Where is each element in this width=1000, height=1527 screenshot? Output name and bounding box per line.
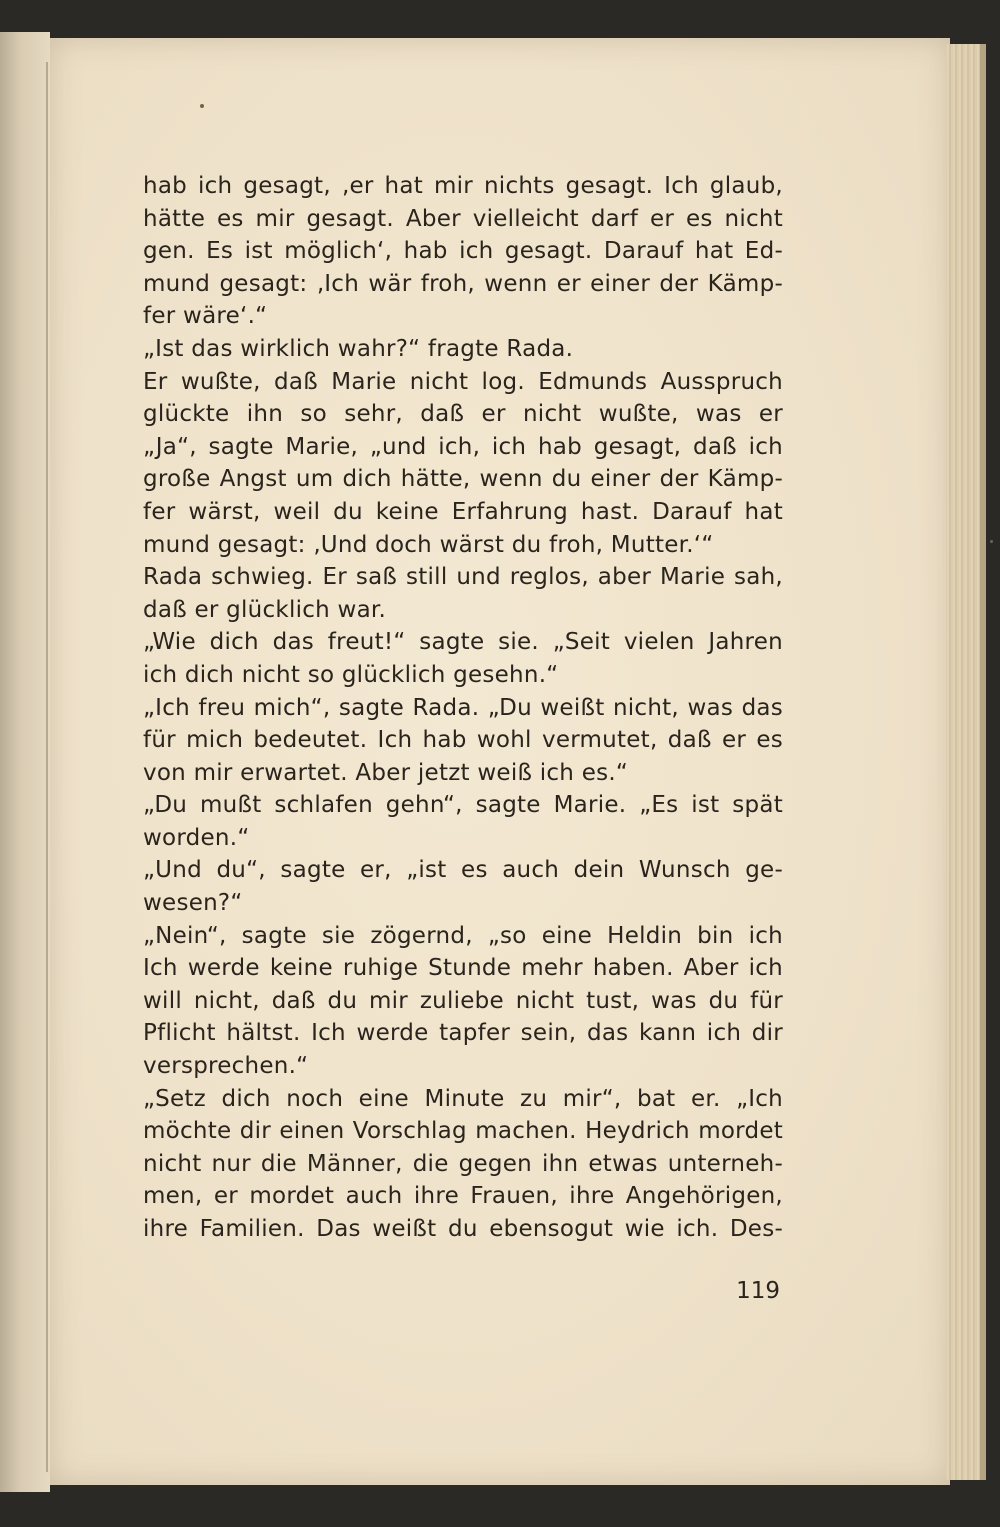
text-line: wesen?“ [143, 890, 243, 917]
text-line: „Setz dich noch eine Minute zu mir“, bat er. „Ich [143, 1085, 783, 1112]
text-line: gen. Es ist möglich‘, hab ich gesagt. Darauf hat Ed- [143, 238, 783, 265]
text-line: Pflicht hältst. Ich werde tapfer sein, das kann ich dir [143, 1020, 783, 1047]
paper-speck [990, 540, 993, 543]
text-line: Ich werde keine ruhige Stunde mehr haben. Aber ich [143, 955, 783, 982]
text-line: nicht nur die Männer, die gegen ihn etwas unterneh- [143, 1150, 783, 1177]
page-stack-edge [946, 44, 980, 1480]
text-line: will nicht, daß du mir zuliebe nicht tust, was du für [143, 987, 783, 1014]
text-line: große Angst um dich hätte, wenn du einer der Kämp- [143, 466, 783, 493]
text-line: „Ich freu mich“, sagte Rada. „Du weißt nicht, was das [143, 694, 783, 721]
page-body-text [143, 170, 783, 1246]
text-line: von mir erwartet. Aber jetzt weiß ich es.“ [143, 759, 629, 786]
paper-speck [200, 104, 204, 108]
text-line: mund gesagt: ‚Ich wär froh, wenn er einer der Kämp- [143, 270, 783, 297]
book-spine-edge [0, 32, 50, 1492]
text-line: versprechen.“ [143, 1053, 309, 1080]
text-line: worden.“ [143, 824, 250, 851]
text-line: hätte es mir gesagt. Aber vielleicht darf er es nicht [143, 205, 783, 232]
page-number: 119 [736, 1278, 780, 1304]
text-line: men, er mordet auch ihre Frauen, ihre Angehörigen, [143, 1183, 783, 1210]
text-line: Rada schwieg. Er saß still und reglos, aber Marie sah, [143, 564, 783, 591]
text-line: möchte dir einen Vorschlag machen. Heydrich mordet [143, 1118, 783, 1145]
text-line: Er wußte, daß Marie nicht log. Edmunds Ausspruch [143, 368, 783, 395]
text-line: „Wie dich das freut!“ sagte sie. „Seit vielen Jahren [143, 629, 783, 656]
text-line: daß er glücklich war. [143, 596, 387, 623]
text-line: mund gesagt: ‚Und doch wärst du froh, Mutter.‘“ [143, 531, 714, 558]
text-line: „Ist das wirklich wahr?“ fragte Rada. [143, 335, 574, 362]
text-line: „Und du“, sagte er, „ist es auch dein Wunsch ge- [143, 857, 783, 884]
text-line: „Du mußt schlafen gehn“, sagte Marie. „Es ist spät [143, 792, 783, 819]
text-line: fer wärst, weil du keine Erfahrung hast. Darauf hat [143, 498, 783, 525]
text-line: ihre Familien. Das weißt du ebensogut wie ich. Des- [143, 1216, 783, 1242]
text-line: fer wäre‘.“ [143, 303, 268, 330]
text-line: hab ich gesagt, ‚er hat mir nichts gesagt. Ich glaub, [143, 173, 783, 199]
text-line: „Nein“, sagte sie zögernd, „so eine Heldin bin ich [143, 922, 783, 949]
text-line: für mich bedeutet. Ich hab wohl vermutet, daß er es [143, 727, 783, 754]
text-line: „Ja“, sagte Marie, „und ich, ich hab gesagt, daß ich [143, 433, 783, 460]
text-line: ich dich nicht so glücklich gesehn.“ [143, 661, 559, 688]
text-line: glückte ihn so sehr, daß er nicht wußte, was er [143, 401, 783, 428]
